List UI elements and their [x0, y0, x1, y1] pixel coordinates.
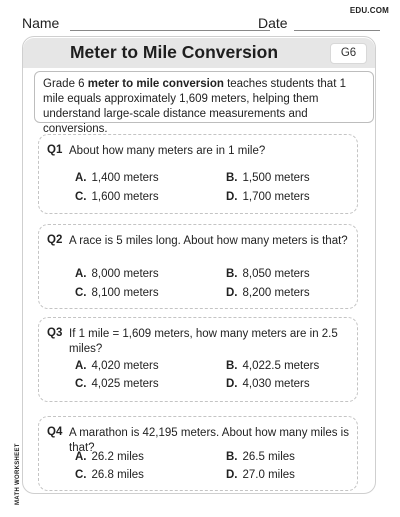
intro-box	[34, 71, 374, 135]
question-text: If 1 mile = 1,609 meters, how many meters are in 2.5 miles?	[69, 328, 338, 355]
option-c[interactable]: C. 26.8 miles	[75, 469, 144, 481]
question-number: Q2	[47, 234, 63, 246]
date-line	[294, 30, 380, 31]
option-a[interactable]: A. 26.2 miles	[75, 451, 144, 463]
name-line	[70, 30, 270, 31]
brand-logo: EDU.COM	[349, 6, 389, 15]
option-d[interactable]: D. 8,200 meters	[226, 287, 310, 299]
intro-prefix: Grade 6	[43, 78, 88, 90]
option-b[interactable]: B. 4,022.5 meters	[226, 360, 320, 372]
option-b[interactable]: B. 8,050 meters	[226, 268, 310, 280]
option-c[interactable]: C. 8,100 meters	[75, 287, 159, 299]
option-a[interactable]: A. 8,000 meters	[75, 268, 159, 280]
intro-bold: meter to mile conversion	[87, 78, 224, 90]
option-b[interactable]: B. 26.5 miles	[226, 451, 295, 463]
intro-suffix: teaches students that 1 mile equals approximately 1,609 meters, helping them understand large-scale distance measurements and conversions.	[43, 78, 346, 135]
date-label: Date	[258, 15, 288, 31]
question-1	[38, 134, 358, 214]
name-date-row	[22, 15, 380, 33]
option-d[interactable]: D. 27.0 miles	[226, 469, 295, 481]
worksheet-header	[23, 38, 375, 68]
question-2	[38, 224, 358, 309]
question-text: About how many meters are in 1 mile?	[69, 145, 266, 157]
option-c[interactable]: C. 1,600 meters	[75, 191, 159, 203]
name-label: Name	[22, 15, 60, 31]
question-number: Q3	[47, 327, 63, 339]
question-3	[38, 317, 358, 402]
option-a[interactable]: A. 1,400 meters	[75, 172, 159, 184]
grade-badge: G6	[330, 43, 367, 64]
option-d[interactable]: D. 4,030 meters	[226, 378, 310, 390]
side-label	[13, 443, 23, 508]
side-label-text: MATH WORKSHEET	[15, 443, 21, 505]
worksheet-title: Meter to Mile Conversion	[69, 42, 279, 62]
question-4	[38, 416, 358, 491]
option-b[interactable]: B. 1,500 meters	[226, 172, 310, 184]
question-number: Q4	[47, 426, 63, 438]
question-text: A marathon is 42,195 meters. About how many miles is that?	[69, 427, 349, 454]
option-c[interactable]: C. 4,025 meters	[75, 378, 159, 390]
question-number: Q1	[47, 144, 63, 156]
question-text: A race is 5 miles long. About how many meters is that?	[69, 235, 348, 247]
option-a[interactable]: A. 4,020 meters	[75, 360, 159, 372]
option-d[interactable]: D. 1,700 meters	[226, 191, 310, 203]
